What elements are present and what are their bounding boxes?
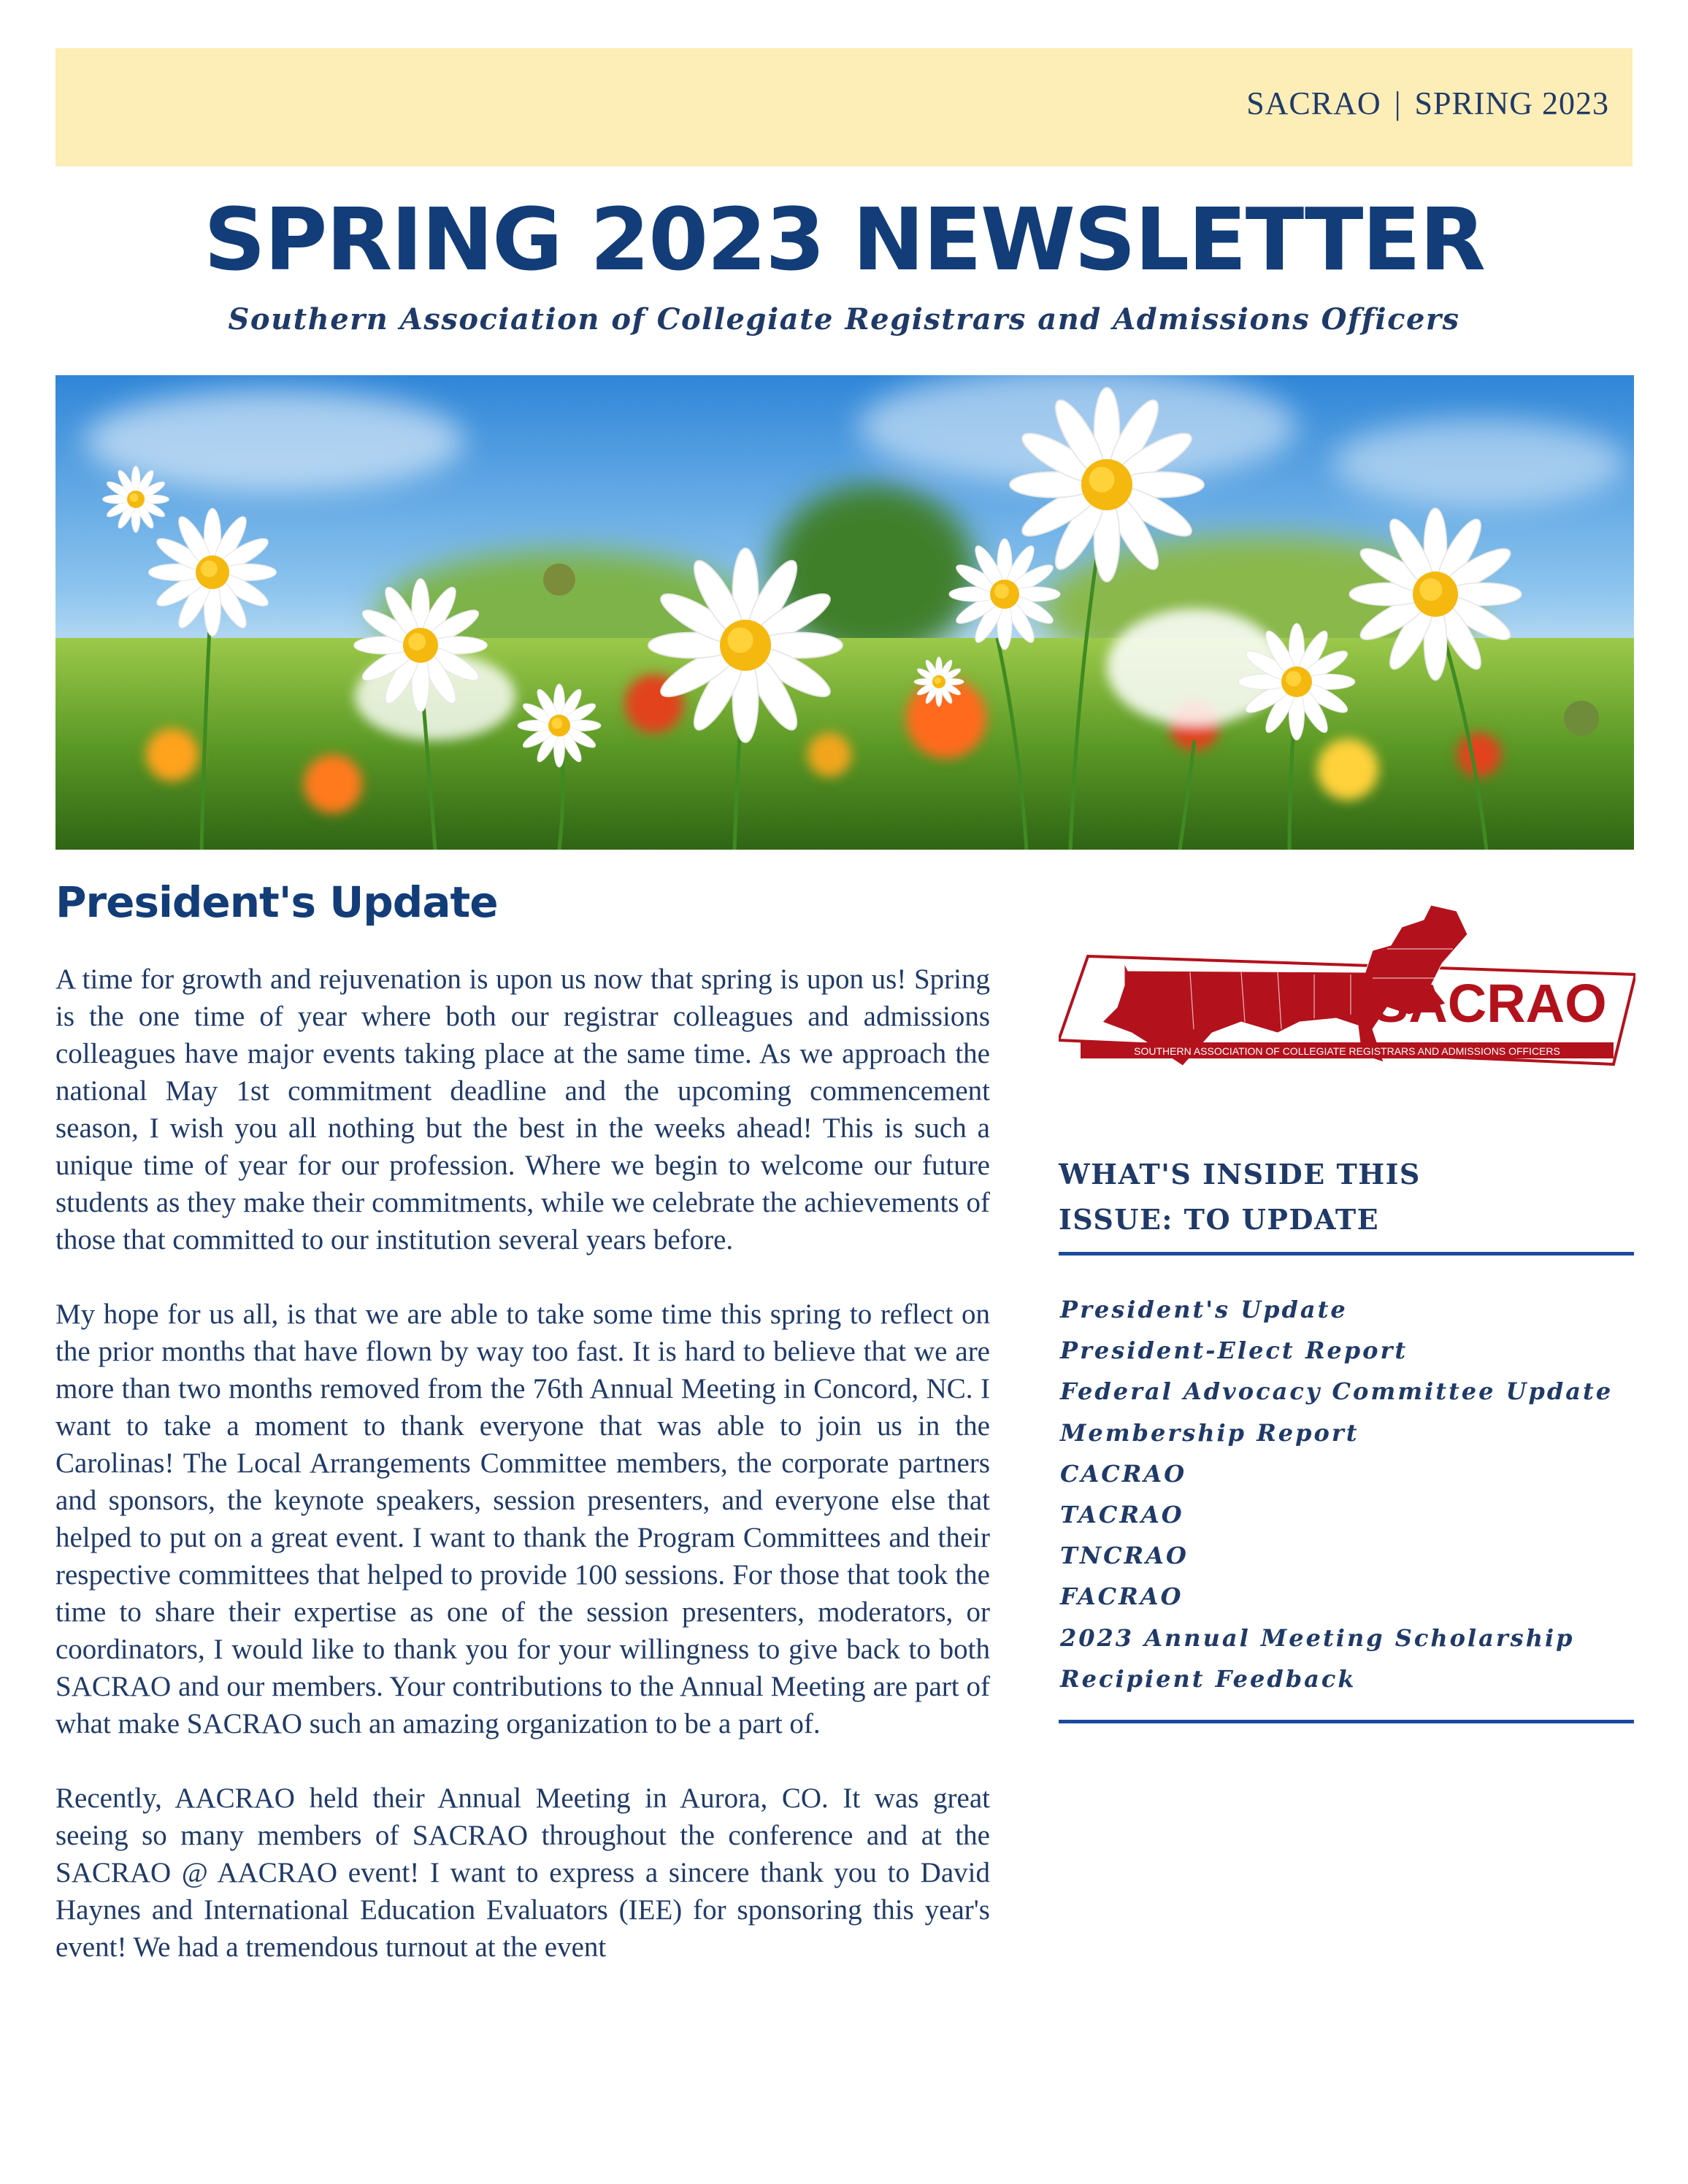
toc-item: TACRAO (1060, 1501, 1184, 1529)
inside-heading-line2: ISSUE: TO UPDATE (1059, 1203, 1380, 1236)
table-of-contents (1060, 1289, 1630, 1699)
presidents-update-heading: President's Update (55, 877, 498, 927)
body-paragraph: A time for growth and rejuvenation is upon us now that spring is upon us! Spring is the one time of year where both our registrar colleagues and admissions colleagues have major events taking place at the same time. As we approach the national May 1st commitment deadline and the upcoming commencement season, I wish you all nothing but the best in the weeks ahead! This is such a unique time of year for our profession. Where we begin to welcome our future students as they make their commitments, while we celebrate the achievements of those that committed to our institution several years before. (55, 964, 990, 1256)
inside-heading-line1: WHAT'S INSIDE THIS (1059, 1158, 1421, 1191)
toc-item: FACRAO (1060, 1583, 1183, 1611)
logo-tagline: SOUTHERN ASSOCIATION OF COLLEGIATE REGISTRARS AND ADMISSIONS OFFICERS (1134, 1045, 1560, 1057)
header-issue-label (1246, 85, 1609, 122)
divider (1059, 1720, 1634, 1723)
toc-item: President-Elect Report (1060, 1337, 1408, 1365)
presidents-update-body (55, 961, 990, 2003)
toc-item: Federal Advocacy Committee Update (1060, 1377, 1614, 1406)
toc-item: Membership Report (1060, 1418, 1359, 1447)
header-separator: | (1394, 85, 1402, 121)
body-paragraph: My hope for us all, is that we are able to take some time this spring to reflect on the prior months that have flown by way too fast. It is hard to believe that we are more than two months removed from the 76th Annual Meeting in Concord, NC. I want to take a moment to thank everyone that was able to join us in the Carolinas! The Local Arrangements Committee members, the corporate partners and sponsors, the keynote speakers, session presenters, and everyone else that helped to put on a great event. I want to thank the Program Committees and their respective committees that helped to provide 100 sessions. For those that took the time to share their expertise as one of the session presenters, moderators, or coordinators, I would like to thank you for your willingness to give back to both SACRAO and our members. Your contributions to the Annual Meeting are part of what make SACRAO such an amazing organization to be a part of. (55, 1299, 990, 1739)
toc-item: TNCRAO (1060, 1542, 1189, 1570)
toc-item: President's Update (1060, 1296, 1348, 1323)
header-banner (55, 48, 1633, 166)
newsletter-title: SPRING 2023 NEWSLETTER (204, 189, 1484, 290)
inside-heading (1059, 1152, 1570, 1242)
logo-wordmark: SACRAO (1373, 973, 1607, 1034)
header-org: SACRAO (1246, 85, 1381, 121)
toc-item: CACRAO (1060, 1459, 1187, 1488)
toc-item: 2023 Annual Meeting Scholarship (1060, 1623, 1575, 1652)
newsletter-subtitle: Southern Association of Collegiate Registrars and Admissions Officers (228, 302, 1460, 337)
toc-item: Recipient Feedback (1060, 1664, 1357, 1693)
header-issue: SPRING 2023 (1414, 85, 1609, 121)
hero-image (55, 375, 1634, 850)
divider (1059, 1252, 1634, 1256)
sacrao-logo (1059, 905, 1635, 1095)
body-paragraph: Recently, AACRAO held their Annual Meeting in Aurora, CO. It was great seeing so many members of SACRAO throughout the conference and at the SACRAO @ AACRAO event! I want to express a sincere thank you to David Haynes and International Education Evaluators (IEE) for sponsoring this year's event! We had a tremendous turnout at the event (55, 1783, 990, 1963)
